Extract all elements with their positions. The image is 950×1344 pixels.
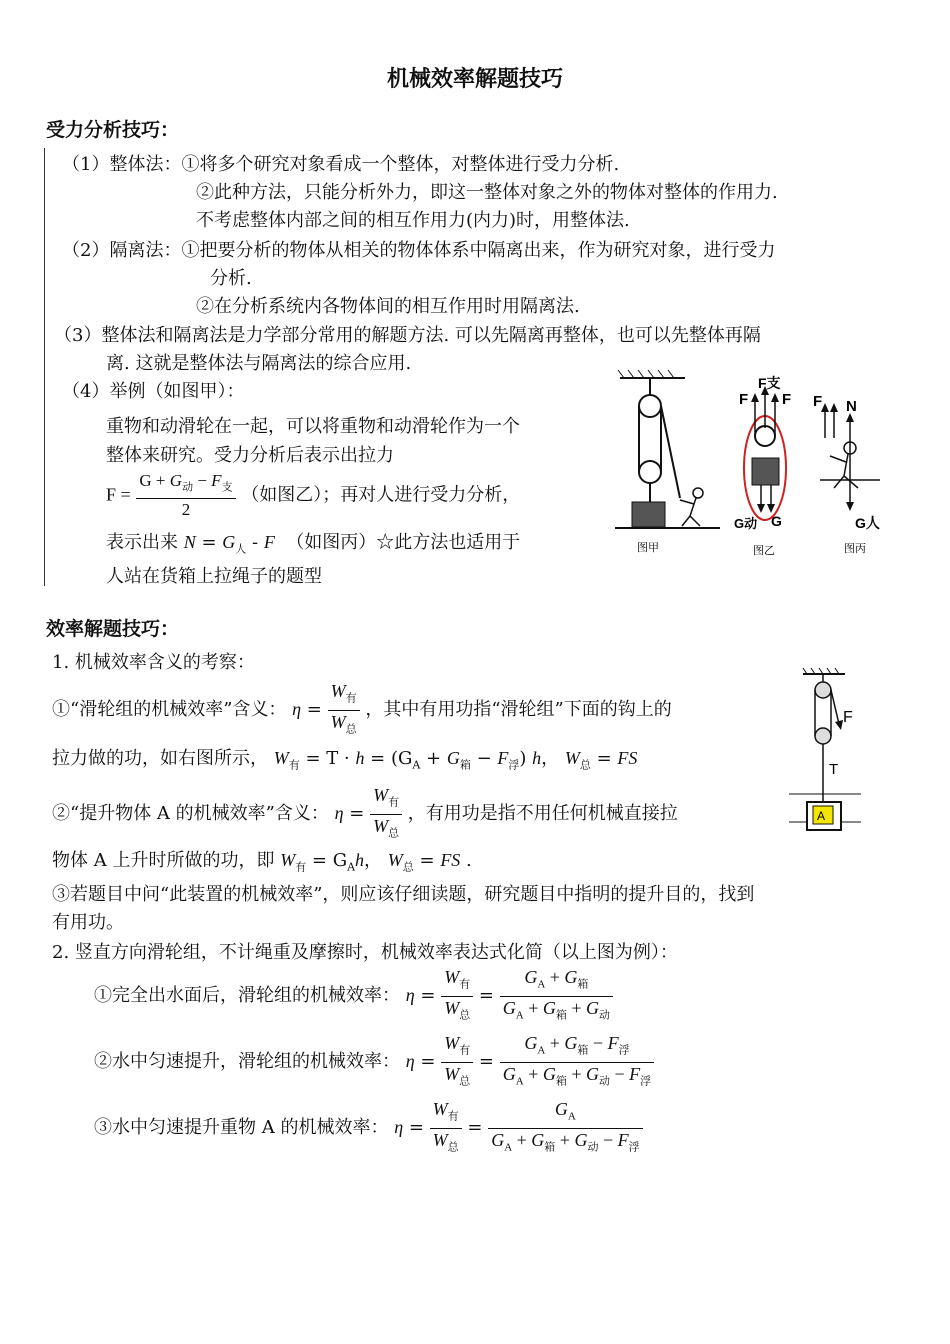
- figure-jia: [615, 370, 720, 554]
- svg-text:A: A: [817, 809, 826, 823]
- formula-2: ②水中匀速提升，滑轮组的机械效率： η = $\frac{W_有}{W_总}$ = $\frac{G_A + G_箱 - F_浮}{G_A + G_箱 + G_动 - F_浮}$: [94, 1032, 654, 1092]
- pulley-water-figure: [785, 664, 875, 839]
- section-heading-force: 受力分析技巧：: [46, 119, 180, 141]
- figure-bing: [813, 393, 880, 555]
- svg-text:F: F: [813, 393, 823, 410]
- para-4f: 人站在货箱上拉绳子的题型: [106, 566, 322, 587]
- figure-yi: [734, 375, 791, 557]
- pulley-figures: [610, 368, 910, 563]
- fig-label-bing: 图丙: [844, 542, 866, 555]
- para-4c: 整体来研究。受力分析后表示出拉力: [106, 445, 394, 466]
- svg-text:F: F: [782, 391, 792, 408]
- svg-text:N: N: [846, 398, 857, 415]
- formula-1: ①完全出水面后，滑轮组的机械效率： η = $\frac{W_有}{W_总}$ = $\frac{G_A + G_箱}{G_A + G_箱 + G_动}$: [94, 966, 613, 1026]
- formula-3: ③水中匀速提升重物 A 的机械效率： η = $\frac{W_有}{W_总}$ = $\frac{G_A}{G_A + G_箱 + G_动 - F_浮}$: [94, 1098, 643, 1158]
- para-4e: 表示出来 $N = G_人 - F$ （如图丙）☆此方法也适用于: [106, 532, 521, 556]
- item-2: 2. 竖直方向滑轮组，不计绳重及摩擦时，机械效率表达式化简（以上图为例）：: [52, 942, 678, 963]
- page-title: 机械效率解题技巧: [386, 66, 563, 92]
- para-2a: （2）隔离法：①把要分析的物体从相关的物体体系中隔离出来，作为研究对象，进行受力: [62, 240, 776, 261]
- svg-text:T: T: [829, 761, 839, 778]
- formula-tension: F = $\frac{G + G_动 - F_支}{2}$ （如图乙）；再对人进行受力分析，: [106, 471, 521, 520]
- para-1a: （1）整体法：①将多个研究对象看成一个整体，对整体进行受力分析.: [62, 154, 620, 175]
- para-4: （4）举例（如图甲）：: [62, 381, 245, 402]
- section-heading-efficiency: 效率解题技巧：: [46, 618, 180, 640]
- para-2b: 分析.: [210, 268, 252, 289]
- svg-text:G: G: [771, 513, 782, 529]
- content-1a: ①“滑轮组的机械效率”含义： η = $\frac{W_有}{W_总}$ ，其中有用功指“滑轮组”下面的钩上的: [52, 681, 672, 736]
- section-divider-line: [44, 148, 45, 586]
- content-2c: 物体 A 上升时所做的功，即 $W_有 = G_Ah$， $W_总$ = FS .: [52, 850, 472, 874]
- para-3a: （3）整体法和隔离法是力学部分常用的解题方法. 可以先隔离再整体，也可以先整体再隔: [54, 325, 761, 346]
- fig-label-jia: 图甲: [637, 541, 659, 554]
- para-1c: 不考虑整体内部之间的相互作用力(内力)时，用整体法.: [196, 210, 630, 231]
- svg-text:G动: G动: [734, 516, 758, 531]
- para-1b: ②此种方法，只能分析外力，即这一整体对象之外的物体对整体的作用力.: [196, 182, 778, 203]
- para-3b: 离. 这就是整体法与隔离法的综合应用.: [106, 353, 412, 374]
- svg-text:F: F: [739, 391, 749, 408]
- content-3a: ③若题目中问“此装置的机械效率”，则应该仔细读题，研究题目中指明的提升目的，找到: [52, 884, 755, 905]
- fig-label-yi: 图乙: [753, 544, 775, 557]
- content-1c: 拉力做的功，如右图所示， $W_有 = T \cdot h = (G_A + G_箱 - F_浮)$ h， $W_总$ = FS: [52, 748, 638, 772]
- para-2c: ②在分析系统内各物体间的相互作用时用隔离法.: [196, 296, 580, 317]
- item-1: 1. 机械效率含义的考察：: [52, 652, 255, 673]
- content-2a: ②“提升物体 A 的机械效率”含义： η = $\frac{W_有}{W_总}$ ，有用功是指不用任何机械直接拉: [52, 785, 678, 840]
- svg-text:F: F: [843, 709, 853, 726]
- content-3b: 有用功。: [52, 912, 124, 933]
- svg-text:F支: F支: [758, 375, 781, 391]
- para-4b: 重物和动滑轮在一起，可以将重物和动滑轮作为一个: [106, 416, 520, 437]
- svg-text:G人: G人: [855, 515, 880, 531]
